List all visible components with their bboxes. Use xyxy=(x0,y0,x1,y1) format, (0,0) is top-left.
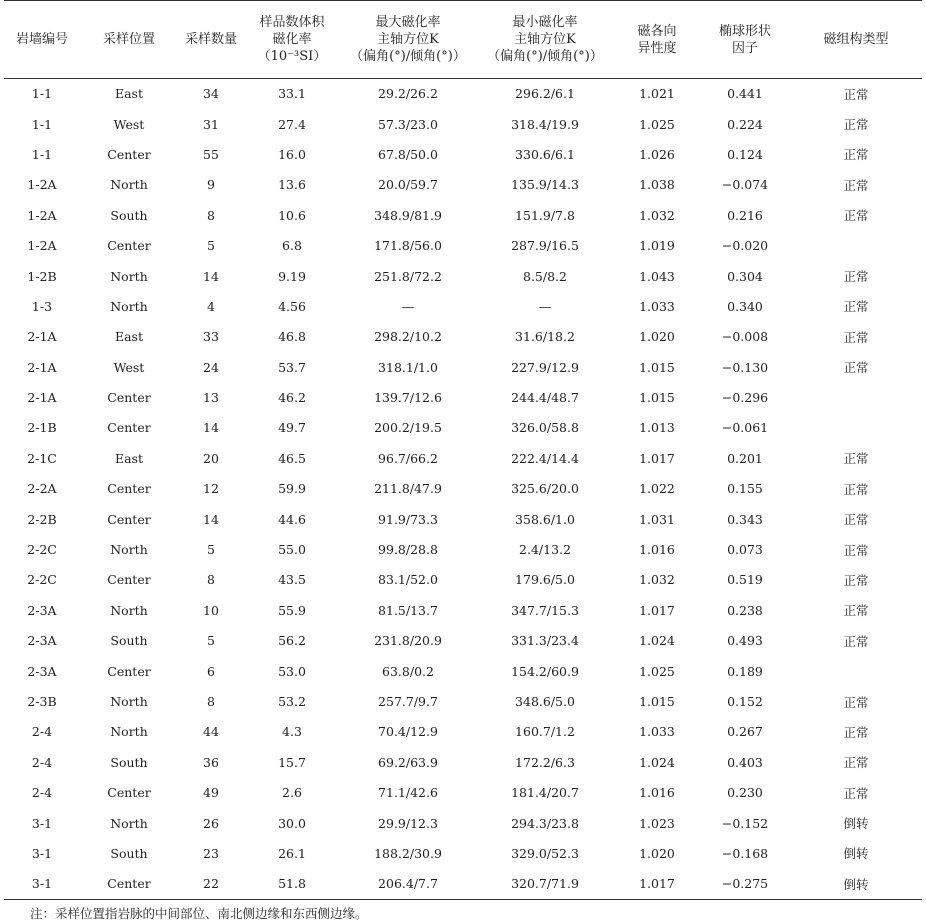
cell-shape-factor: 0.304 xyxy=(727,268,763,284)
cell-fabric-type: 正常 xyxy=(843,360,869,376)
cell-kmax: 71.1/42.6 xyxy=(378,785,438,801)
cell-fabric-type: 正常 xyxy=(843,451,869,467)
table-row xyxy=(4,474,922,504)
table-row xyxy=(4,170,922,200)
cell-susceptibility: 4.56 xyxy=(278,298,306,314)
cell-fabric-type: 倒转 xyxy=(843,816,869,832)
cell-position: Center xyxy=(107,785,151,801)
cell-kmin: 8.5/8.2 xyxy=(523,268,567,284)
cell-anisotropy: 1.032 xyxy=(639,572,675,588)
table-note: 注：采样位置指岩脉的中间部位、南北侧边缘和东西侧边缘。 xyxy=(30,905,368,921)
cell-susceptibility: 46.8 xyxy=(278,329,306,345)
cell-dike-id: 2-4 xyxy=(31,785,53,801)
cell-kmax: 57.3/23.0 xyxy=(378,116,438,132)
table-body xyxy=(4,79,922,900)
table-row xyxy=(4,352,922,382)
cell-kmax: 171.8/56.0 xyxy=(374,238,442,254)
cell-dike-id: 2-1A xyxy=(27,390,57,406)
cell-kmin: 160.7/1.2 xyxy=(515,724,575,740)
header-kmin-direction: 最小磁化率 主轴方位K （偏角(°)/倾角(°)） xyxy=(476,1,614,79)
cell-count: 5 xyxy=(207,633,215,649)
cell-count: 23 xyxy=(203,845,219,861)
table-row xyxy=(4,626,922,656)
cell-dike-id: 2-1A xyxy=(27,359,57,375)
cell-count: 4 xyxy=(207,298,215,314)
cell-kmin: 331.3/23.4 xyxy=(511,633,579,649)
cell-kmin: 244.4/48.7 xyxy=(511,390,579,406)
cell-dike-id: 1-2A xyxy=(27,238,57,254)
cell-dike-id: 1-1 xyxy=(31,146,53,162)
cell-dike-id: 2-2C xyxy=(27,542,57,558)
cell-dike-id: 3-1 xyxy=(31,815,53,831)
cell-kmin: 154.2/60.9 xyxy=(511,663,579,679)
cell-anisotropy: 1.026 xyxy=(639,146,675,162)
cell-kmin: 348.6/5.0 xyxy=(515,694,575,709)
cell-shape-factor: 0.155 xyxy=(727,481,763,497)
cell-kmax: 67.8/50.0 xyxy=(378,146,438,162)
cell-dike-id: 3-1 xyxy=(31,845,53,861)
cell-fabric-type: 正常 xyxy=(843,755,869,771)
cell-dike-id: 1-2A xyxy=(27,177,57,193)
header-bulk-susceptibility: 样品数体积 磁化率 （10⁻³SI） xyxy=(244,1,340,79)
cell-fabric-type xyxy=(790,382,922,412)
cell-kmin: 320.7/71.9 xyxy=(476,869,614,899)
table-row xyxy=(4,808,922,838)
cell-fabric-type: 正常 xyxy=(843,117,869,133)
cell-position: Center xyxy=(107,481,151,497)
table-row xyxy=(4,534,922,564)
cell-fabric-type: 正常 xyxy=(843,481,869,497)
cell-dike-id: 3-1 xyxy=(4,869,80,899)
header-shape-factor: 椭球形状 因子 xyxy=(700,1,790,79)
cell-count: 14 xyxy=(203,268,219,284)
cell-position: Center xyxy=(107,238,151,254)
cell-dike-id: 2-1C xyxy=(27,450,57,466)
cell-count: 9 xyxy=(207,177,215,193)
cell-position: South xyxy=(110,754,148,770)
table-row xyxy=(4,382,922,412)
cell-anisotropy: 1.038 xyxy=(639,177,675,193)
table-row xyxy=(4,656,922,686)
cell-susceptibility: 53.7 xyxy=(278,359,306,375)
cell-anisotropy: 1.019 xyxy=(639,238,675,254)
cell-shape-factor: −0.061 xyxy=(721,420,769,436)
cell-fabric-type: 正常 xyxy=(843,177,869,193)
cell-count: 8 xyxy=(207,207,215,223)
cell-position: North xyxy=(110,724,148,740)
cell-anisotropy: 1.017 xyxy=(614,869,700,899)
cell-position: South xyxy=(110,845,148,861)
cell-kmax: 139.7/12.6 xyxy=(374,390,442,406)
cell-dike-id: 2-3A xyxy=(27,602,57,618)
cell-susceptibility: 59.9 xyxy=(278,481,306,497)
cell-kmin: — xyxy=(538,298,552,314)
cell-dike-id: 2-2B xyxy=(27,511,57,527)
cell-anisotropy: 1.020 xyxy=(639,329,675,345)
cell-position: Center xyxy=(107,572,151,588)
cell-dike-id: 2-1A xyxy=(27,329,57,345)
cell-fabric-type: 正常 xyxy=(843,147,869,163)
cell-count: 24 xyxy=(203,359,219,375)
cell-kmin: 330.6/6.1 xyxy=(515,146,575,162)
table-row xyxy=(4,565,922,595)
cell-shape-factor: 0.152 xyxy=(727,694,763,709)
cell-kmin: 181.4/20.7 xyxy=(511,785,579,801)
cell-dike-id: 1-2A xyxy=(27,207,57,223)
cell-susceptibility: 55.0 xyxy=(278,542,306,558)
cell-count: 10 xyxy=(203,602,219,618)
cell-fabric-type: 正常 xyxy=(843,269,869,285)
cell-kmax: 318.1/1.0 xyxy=(378,359,438,375)
table-row xyxy=(4,261,922,291)
cell-fabric-type: 正常 xyxy=(843,208,869,224)
cell-susceptibility: 53.0 xyxy=(278,663,306,679)
cell-dike-id: 2-4 xyxy=(31,724,53,740)
cell-fabric-type xyxy=(790,413,922,443)
cell-position: Center xyxy=(107,390,151,406)
cell-shape-factor: 0.519 xyxy=(727,572,763,588)
cell-kmax: 91.9/73.3 xyxy=(378,511,438,527)
cell-kmin: 2.4/13.2 xyxy=(519,542,571,558)
cell-position: Center xyxy=(107,420,151,436)
cell-anisotropy: 1.020 xyxy=(639,845,675,861)
cell-kmax: 81.5/13.7 xyxy=(378,602,438,618)
cell-susceptibility: 55.9 xyxy=(278,602,306,618)
cell-count: 5 xyxy=(207,238,215,254)
cell-position: North xyxy=(110,298,148,314)
cell-shape-factor: 0.267 xyxy=(727,724,763,740)
cell-count: 12 xyxy=(203,481,219,497)
cell-count: 6 xyxy=(207,663,215,679)
cell-kmax: 200.2/19.5 xyxy=(374,420,442,436)
cell-shape-factor: −0.168 xyxy=(721,845,769,861)
cell-fabric-type: 正常 xyxy=(843,512,869,528)
cell-count: 14 xyxy=(203,420,219,436)
cell-position: North xyxy=(110,694,148,709)
cell-anisotropy: 1.016 xyxy=(639,785,675,801)
cell-position: South xyxy=(110,633,148,649)
cell-dike-id: 1-1 xyxy=(31,86,53,102)
cell-susceptibility: 27.4 xyxy=(278,116,306,132)
cell-susceptibility: 6.8 xyxy=(282,238,302,254)
cell-fabric-type: 正常 xyxy=(843,785,869,801)
cell-dike-id: 2-3B xyxy=(27,694,57,709)
cell-susceptibility: 15.7 xyxy=(278,754,306,770)
cell-shape-factor: 0.224 xyxy=(727,116,763,132)
cell-kmin: 151.9/7.8 xyxy=(515,207,575,223)
table-row xyxy=(4,747,922,777)
table-row xyxy=(4,79,922,109)
header-sample-count: 采样数量 xyxy=(178,1,244,79)
cell-kmin: 287.9/16.5 xyxy=(511,238,579,254)
cell-kmin: 172.2/6.3 xyxy=(515,754,575,770)
cell-shape-factor: 0.493 xyxy=(727,633,763,649)
cell-fabric-type: 正常 xyxy=(843,329,869,345)
cell-dike-id: 2-1B xyxy=(27,420,57,436)
header-anisotropy-degree: 磁各向 异性度 xyxy=(614,1,700,79)
cell-count: 44 xyxy=(203,724,219,740)
cell-susceptibility: 46.2 xyxy=(278,390,306,406)
table-row xyxy=(4,139,922,169)
cell-kmax: 69.2/63.9 xyxy=(378,754,438,770)
cell-susceptibility: 10.6 xyxy=(278,207,306,223)
cell-count: 22 xyxy=(178,869,244,899)
cell-dike-id: 1-1 xyxy=(31,116,53,132)
table-row xyxy=(4,869,922,899)
table-row xyxy=(4,230,922,260)
cell-fabric-type: 正常 xyxy=(843,694,869,710)
cell-fabric-type xyxy=(790,230,922,260)
cell-shape-factor: −0.275 xyxy=(700,869,790,899)
cell-dike-id: 2-3A xyxy=(27,663,57,679)
cell-fabric-type xyxy=(790,656,922,686)
cell-susceptibility: 4.3 xyxy=(282,724,302,740)
cell-fabric-type: 正常 xyxy=(843,542,869,558)
cell-count: 55 xyxy=(203,146,219,162)
cell-kmin: 325.6/20.0 xyxy=(511,481,579,497)
cell-fabric-type: 正常 xyxy=(843,724,869,740)
cell-kmin: 326.0/58.8 xyxy=(511,420,579,436)
cell-anisotropy: 1.016 xyxy=(639,542,675,558)
cell-count: 33 xyxy=(203,329,219,345)
cell-position: East xyxy=(114,86,143,102)
table-row xyxy=(4,838,922,868)
cell-dike-id: 1-2B xyxy=(27,268,57,284)
cell-susceptibility: 46.5 xyxy=(278,450,306,466)
cell-susceptibility: 56.2 xyxy=(278,633,306,649)
cell-shape-factor: −0.074 xyxy=(721,177,769,193)
cell-anisotropy: 1.032 xyxy=(639,207,675,223)
cell-kmax: 96.7/66.2 xyxy=(378,450,438,466)
cell-count: 20 xyxy=(203,450,219,466)
cell-anisotropy: 1.025 xyxy=(639,663,675,679)
cell-fabric-type: 正常 xyxy=(843,603,869,619)
cell-dike-id: 2-2C xyxy=(27,572,57,588)
cell-anisotropy: 1.021 xyxy=(639,86,675,102)
cell-kmin: 358.6/1.0 xyxy=(515,511,575,527)
cell-anisotropy: 1.024 xyxy=(639,633,675,649)
cell-position: Center xyxy=(107,663,151,679)
cell-shape-factor: 0.403 xyxy=(727,754,763,770)
cell-kmin: 347.7/15.3 xyxy=(511,602,579,618)
table-row xyxy=(4,109,922,139)
cell-count: 26 xyxy=(203,815,219,831)
cell-kmin: 227.9/12.9 xyxy=(511,359,579,375)
cell-susceptibility: 44.6 xyxy=(278,511,306,527)
cell-shape-factor: 0.441 xyxy=(727,86,763,102)
table-row xyxy=(4,717,922,747)
table-row xyxy=(4,200,922,230)
cell-anisotropy: 1.015 xyxy=(639,390,675,406)
cell-kmin: 296.2/6.1 xyxy=(515,86,575,102)
header-fabric-type: 磁组构类型 xyxy=(790,1,922,79)
cell-susceptibility: 43.5 xyxy=(278,572,306,588)
cell-kmax: 348.9/81.9 xyxy=(374,207,442,223)
cell-kmax: 83.1/52.0 xyxy=(378,572,438,588)
cell-anisotropy: 1.033 xyxy=(639,724,675,740)
cell-shape-factor: 0.189 xyxy=(727,663,763,679)
cell-fabric-type: 正常 xyxy=(843,633,869,649)
cell-kmax: 20.0/59.7 xyxy=(378,177,438,193)
table-row xyxy=(4,595,922,625)
cell-kmax: 70.4/12.9 xyxy=(378,724,438,740)
cell-fabric-type: 倒转 xyxy=(843,846,869,862)
cell-position: East xyxy=(114,329,143,345)
cell-count: 8 xyxy=(207,572,215,588)
cell-kmax: 99.8/28.8 xyxy=(378,542,438,558)
cell-shape-factor: 0.201 xyxy=(727,450,763,466)
cell-fabric-type: 正常 xyxy=(843,572,869,588)
cell-fabric-type: 倒转 xyxy=(790,869,922,899)
header-sampling-position: 采样位置 xyxy=(80,1,178,79)
cell-kmax: 211.8/47.9 xyxy=(374,481,442,497)
cell-shape-factor: −0.152 xyxy=(721,815,769,831)
data-table xyxy=(4,0,922,900)
cell-count: 5 xyxy=(207,542,215,558)
cell-shape-factor: −0.008 xyxy=(721,329,769,345)
cell-kmin: 294.3/23.8 xyxy=(511,815,579,831)
cell-shape-factor: 0.343 xyxy=(727,511,763,527)
cell-anisotropy: 1.015 xyxy=(639,359,675,375)
cell-dike-id: 2-4 xyxy=(31,754,53,770)
table-row xyxy=(4,686,922,716)
table-row xyxy=(4,443,922,473)
cell-anisotropy: 1.023 xyxy=(639,815,675,831)
cell-kmax: 298.2/10.2 xyxy=(374,329,442,345)
cell-kmax: 231.8/20.9 xyxy=(374,633,442,649)
cell-kmax: 257.7/9.7 xyxy=(378,694,438,709)
cell-position: East xyxy=(114,450,143,466)
cell-susceptibility: 2.6 xyxy=(282,785,302,801)
cell-position: West xyxy=(113,116,145,132)
table-row xyxy=(4,413,922,443)
cell-shape-factor: −0.130 xyxy=(721,359,769,375)
cell-position: South xyxy=(110,207,148,223)
cell-shape-factor: 0.124 xyxy=(727,146,763,162)
cell-position: North xyxy=(110,542,148,558)
table-row xyxy=(4,777,922,807)
cell-anisotropy: 1.013 xyxy=(639,420,675,436)
cell-count: 31 xyxy=(203,116,219,132)
cell-position: North xyxy=(110,268,148,284)
cell-susceptibility: 33.1 xyxy=(278,86,306,102)
table-row xyxy=(4,322,922,352)
cell-kmax: 29.9/12.3 xyxy=(378,815,438,831)
cell-anisotropy: 1.022 xyxy=(639,481,675,497)
cell-dike-id: 1-3 xyxy=(31,298,53,314)
cell-dike-id: 2-3A xyxy=(27,633,57,649)
cell-kmin: 318.4/19.9 xyxy=(511,116,579,132)
cell-shape-factor: 0.230 xyxy=(727,785,763,801)
cell-count: 36 xyxy=(203,754,219,770)
cell-susceptibility: 26.1 xyxy=(278,845,306,861)
cell-anisotropy: 1.017 xyxy=(639,450,675,466)
cell-susceptibility: 51.8 xyxy=(244,869,340,899)
cell-kmax: 206.4/7.7 xyxy=(340,869,476,899)
cell-shape-factor: 0.073 xyxy=(727,542,763,558)
cell-shape-factor: −0.020 xyxy=(721,238,769,254)
cell-count: 13 xyxy=(203,390,219,406)
cell-kmin: 329.0/52.3 xyxy=(511,845,579,861)
cell-position: West xyxy=(113,359,145,375)
cell-shape-factor: 0.238 xyxy=(727,602,763,618)
cell-position: Center xyxy=(107,146,151,162)
cell-susceptibility: 9.19 xyxy=(278,268,306,284)
cell-susceptibility: 49.7 xyxy=(278,420,306,436)
cell-kmin: 135.9/14.3 xyxy=(511,177,579,193)
cell-susceptibility: 30.0 xyxy=(278,815,306,831)
cell-susceptibility: 13.6 xyxy=(278,177,306,193)
cell-shape-factor: 0.216 xyxy=(727,207,763,223)
cell-anisotropy: 1.031 xyxy=(639,511,675,527)
cell-position: North xyxy=(110,177,148,193)
cell-anisotropy: 1.033 xyxy=(639,298,675,314)
cell-count: 14 xyxy=(203,511,219,527)
cell-kmin: 31.6/18.2 xyxy=(515,329,575,345)
cell-position: North xyxy=(110,815,148,831)
cell-anisotropy: 1.024 xyxy=(639,754,675,770)
table-row xyxy=(4,504,922,534)
cell-position: Center xyxy=(80,869,178,899)
cell-anisotropy: 1.025 xyxy=(639,116,675,132)
cell-susceptibility: 53.2 xyxy=(278,694,306,709)
cell-shape-factor: 0.340 xyxy=(727,298,763,314)
cell-position: Center xyxy=(107,511,151,527)
cell-count: 49 xyxy=(203,785,219,801)
cell-kmax: — xyxy=(401,298,415,314)
table-row xyxy=(4,291,922,321)
cell-anisotropy: 1.043 xyxy=(639,268,675,284)
cell-dike-id: 2-2A xyxy=(27,481,57,497)
cell-kmax: 29.2/26.2 xyxy=(378,86,438,102)
cell-anisotropy: 1.015 xyxy=(639,694,675,709)
header-dike-id: 岩墙编号 xyxy=(4,1,80,79)
cell-count: 8 xyxy=(207,694,215,709)
cell-fabric-type: 正常 xyxy=(843,86,869,102)
header-kmax-direction: 最大磁化率 主轴方位K （偏角(°)/倾角(°)） xyxy=(340,1,476,79)
cell-kmin: 179.6/5.0 xyxy=(515,572,575,588)
cell-susceptibility: 16.0 xyxy=(278,146,306,162)
cell-fabric-type: 正常 xyxy=(843,299,869,315)
cell-shape-factor: −0.296 xyxy=(721,390,769,406)
cell-anisotropy: 1.017 xyxy=(639,602,675,618)
cell-count: 34 xyxy=(203,86,219,102)
table-header-row xyxy=(4,1,922,79)
cell-kmin: 222.4/14.4 xyxy=(511,450,579,466)
cell-kmax: 63.8/0.2 xyxy=(382,663,434,679)
cell-kmax: 188.2/30.9 xyxy=(374,845,442,861)
cell-kmax: 251.8/72.2 xyxy=(374,268,442,284)
cell-position: North xyxy=(110,602,148,618)
